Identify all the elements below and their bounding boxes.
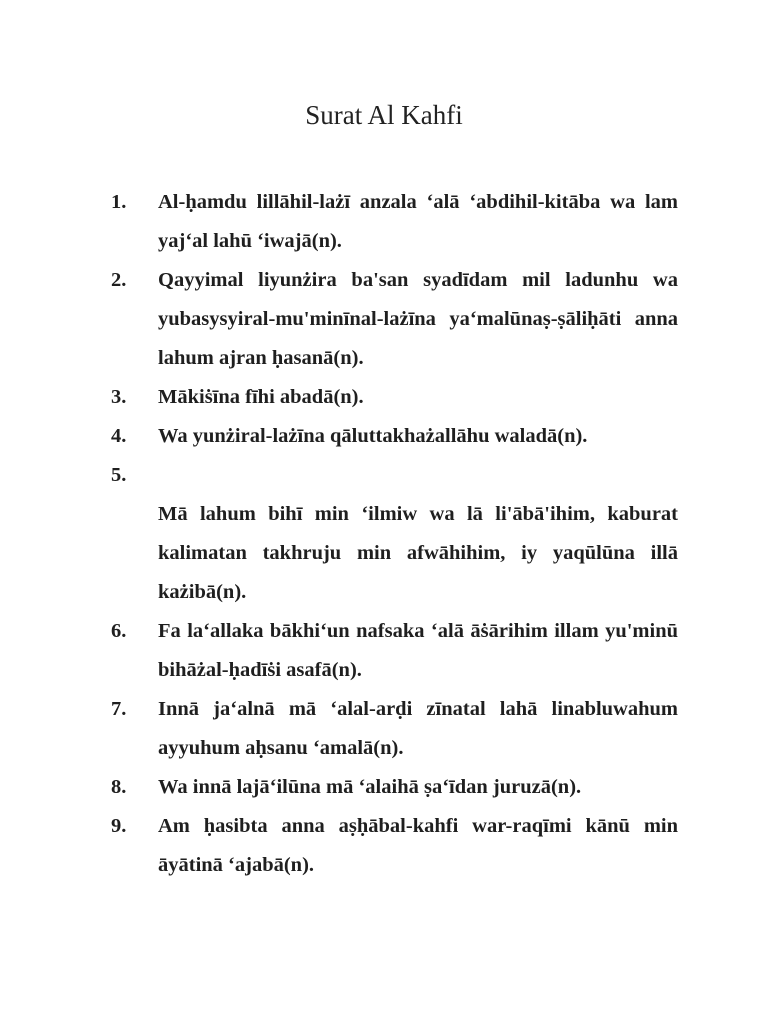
verse-text: Fa la‘allaka bākhi‘un nafsaka ‘alā āṡārihim illam yu'minū bihāżal-ḥadīṡi asafā(n). <box>158 620 678 681</box>
verse-item <box>108 807 678 885</box>
verse-spacer <box>158 456 678 495</box>
verse-item <box>108 612 678 690</box>
verse-item <box>108 261 678 378</box>
verse-number: 6. <box>111 620 127 642</box>
verse-text: Innā ja‘alnā mā ‘alal-arḍi zīnatal lahā linabluwahum ayyuhum aḥsanu ‘amalā(n). <box>158 698 678 759</box>
verse-item <box>108 183 678 261</box>
verse-number: 8. <box>111 776 127 798</box>
document-title: Surat Al Kahfi <box>305 100 463 130</box>
verse-number: 3. <box>111 386 127 408</box>
verse-item <box>108 768 678 807</box>
verse-text: Al-ḥamdu lillāhil-lażī anzala ‘alā ‘abdihil-kitāba wa lam yaj‘al lahū ‘iwajā(n). <box>158 191 678 252</box>
verse-number: 4. <box>111 425 127 447</box>
verse-number: 7. <box>111 698 127 720</box>
verse-text: Mākiṡīna fīhi abadā(n). <box>158 386 364 408</box>
verse-text: Mā lahum bihī min ‘ilmiw wa lā li'ābā'ihim, kaburat kalimatan takhruju min afwāhihim, iy yaqūlūna illā każibā(n). <box>158 503 678 603</box>
verse-number: 5. <box>111 464 127 486</box>
verse-text: Wa innā lajā‘ilūna mā ‘alaihā ṣa‘īdan juruzā(n). <box>158 776 582 798</box>
verse-item <box>108 456 678 612</box>
verse-number: 2. <box>111 269 127 291</box>
verse-text: Qayyimal liyunżira ba'san syadīdam mil ladunhu wa yubasysyiral-mu'minīnal-lażīna ya‘malūnaṣ-ṣāliḥāti anna lahum ajran ḥasanā(n). <box>158 269 678 369</box>
verse-text: Am ḥasibta anna aṣḥābal-kahfi war-raqīmi kānū min āyātinā ‘ajabā(n). <box>158 815 678 876</box>
verse-item <box>108 690 678 768</box>
verse-item <box>108 378 678 417</box>
verse-list <box>108 183 678 885</box>
verse-number: 9. <box>111 815 127 837</box>
verse-number: 1. <box>111 191 127 213</box>
verse-text: Wa yunżiral-lażīna qāluttakhażallāhu waladā(n). <box>158 425 588 447</box>
verse-item <box>108 417 678 456</box>
